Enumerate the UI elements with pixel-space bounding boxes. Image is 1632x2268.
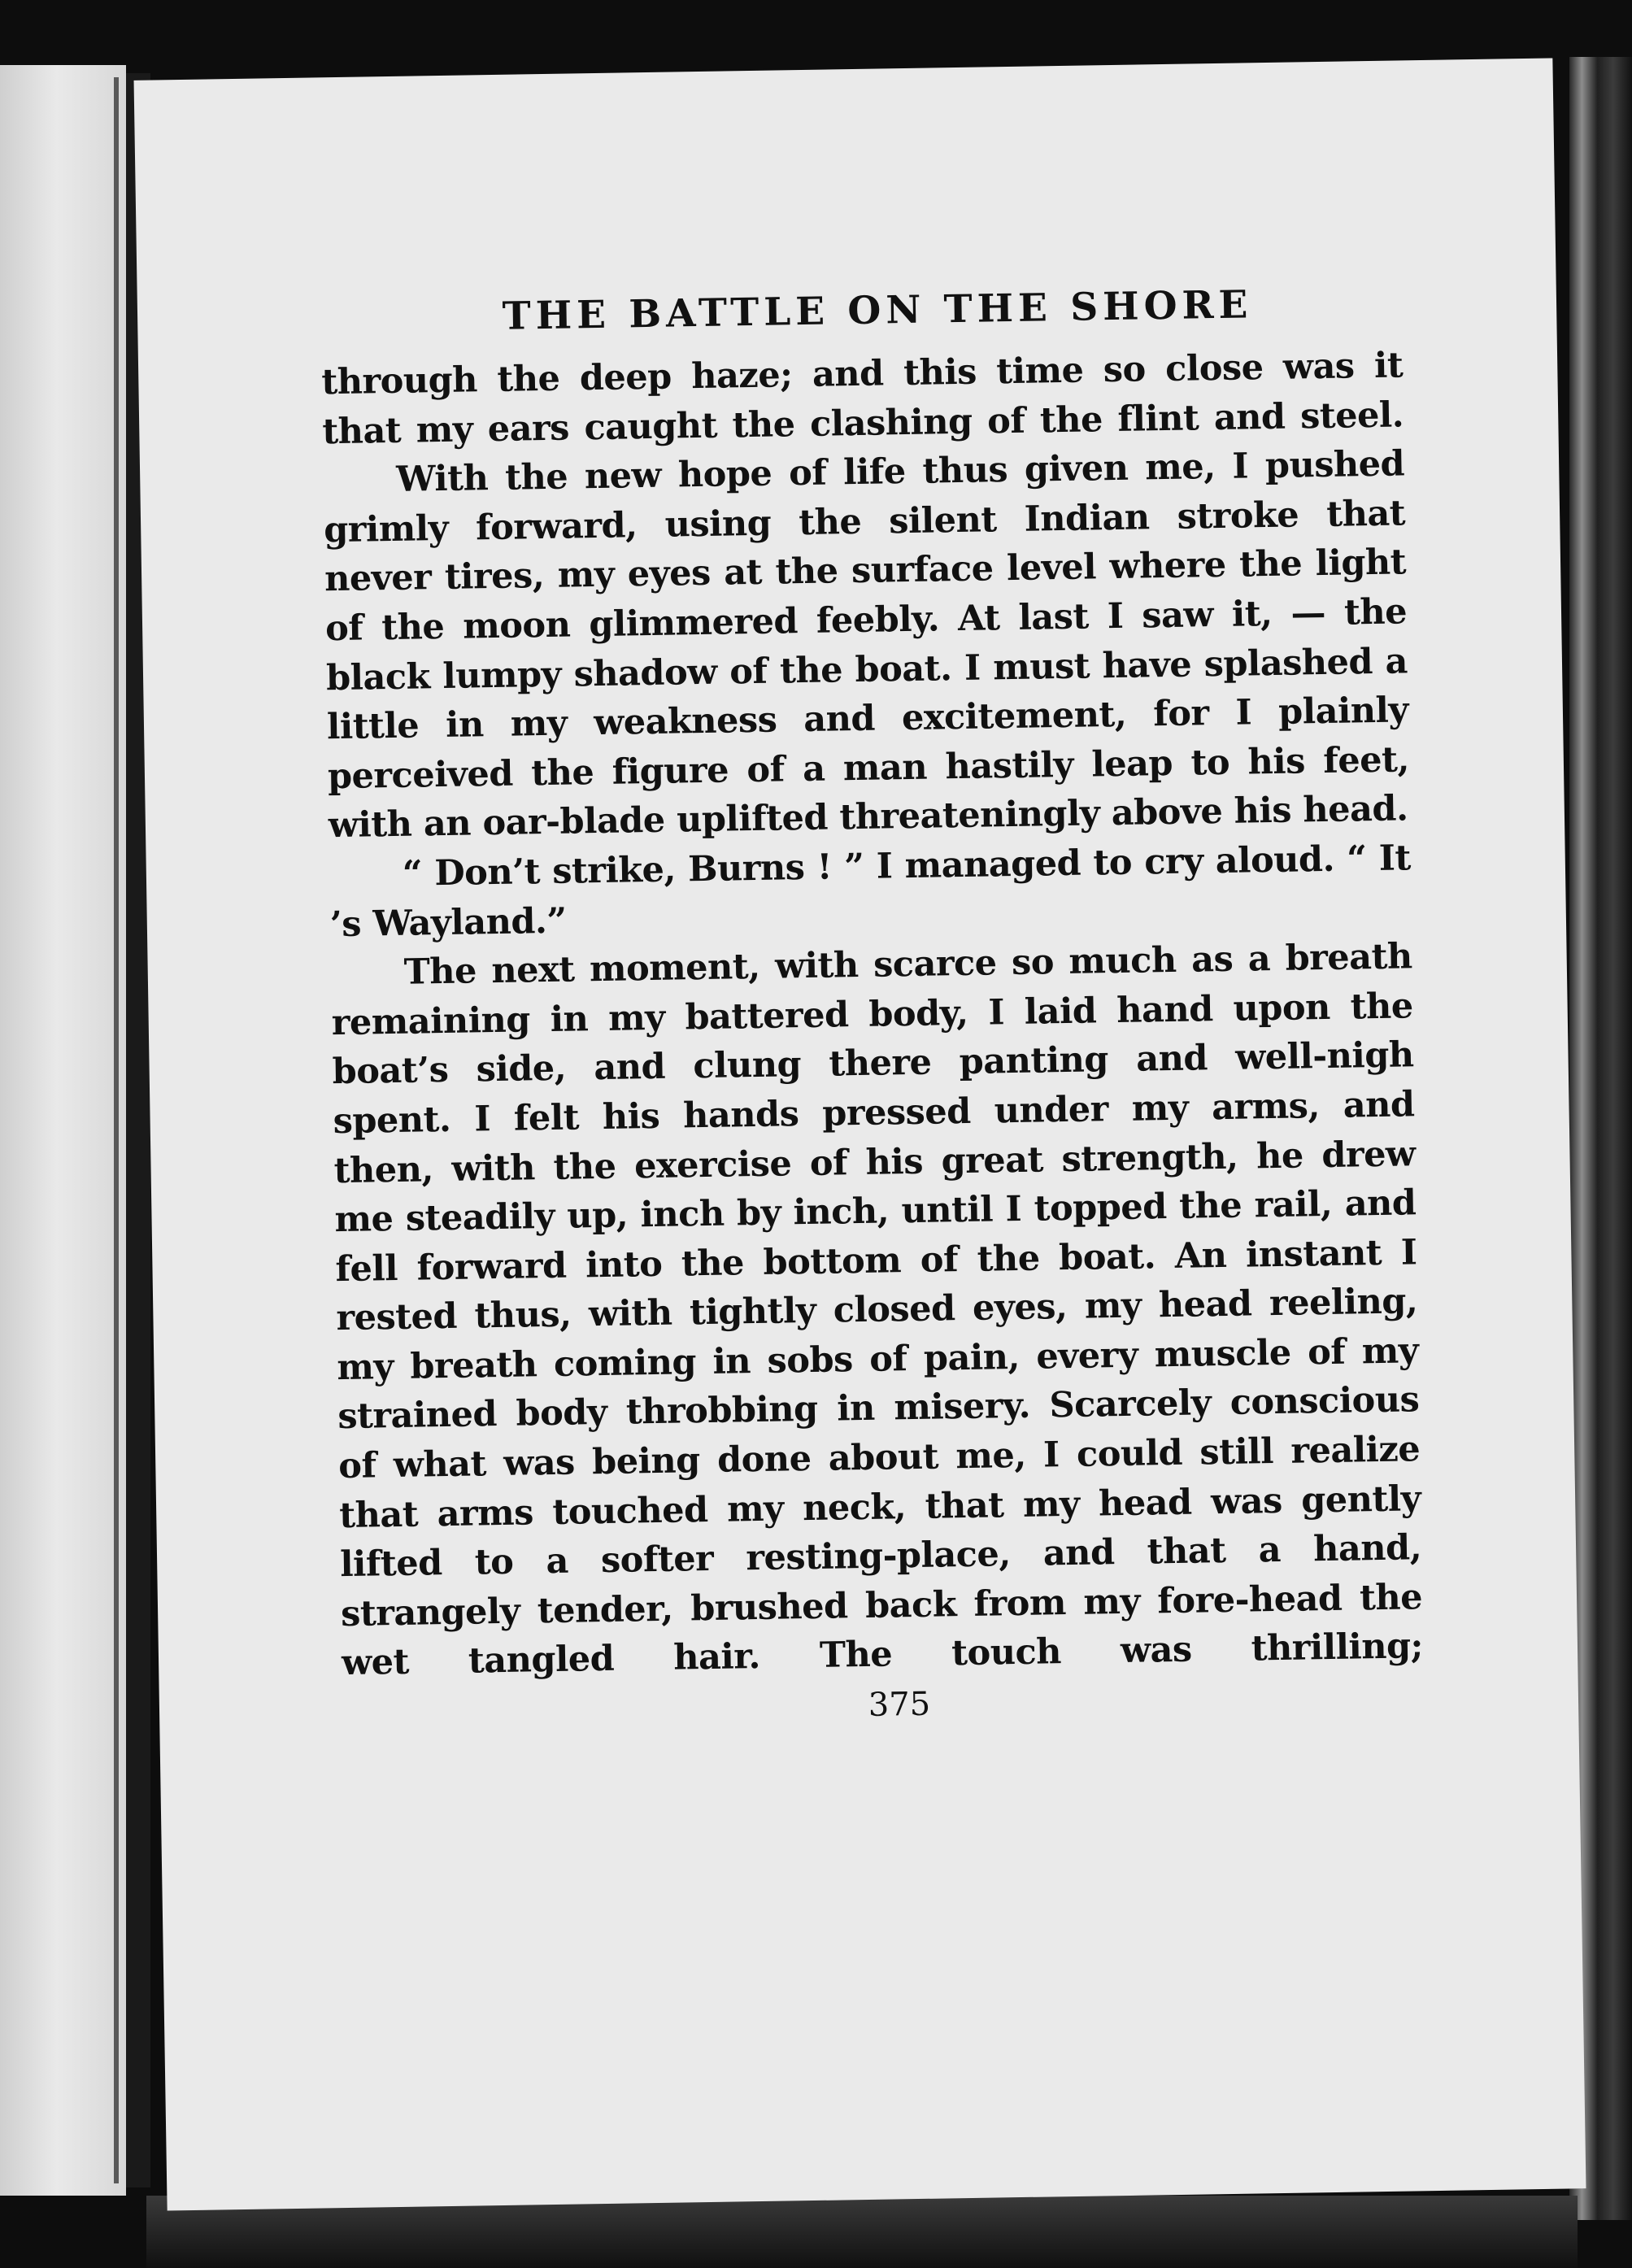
gutter-line [114,77,119,2183]
paragraph-1: through the deep haze; and this time so close was it that my ears caught the clashing of the flint and steel. [321,345,1404,452]
page-content [320,280,1425,1732]
running-head: THE BATTLE ON THE SHORE [502,282,1253,339]
book-page [134,58,1586,2210]
body-text [321,341,1424,1688]
paragraph-2: With the new hope of life thus given me, I pushed grimly forward, using the silent Indian stroke that never tires, my eyes at the surface level where the light of the moon glimmered feebly. At last I saw it, — the black lumpy shadow of the boat. I must have splashed a little in my weakness and excitement, for I plainly perceived the figure of a man hastily leap to his feet, with an oar-blade uplifted threateningly above his head. [323,443,1410,847]
facing-page-edge [0,65,126,2196]
page-number: 375 [868,1685,931,1724]
paragraph-4: The next moment, with scarce so much as a breath remaining in my battered body, I laid hand upon the boat’s side, and clung there panting and well-nigh spent. I felt his hands pressed under my arms, and then, with the exercise of his great strength, he drew me steadily up, inch by inch, until I topped the rail, and fell forward into the bottom of the boat. An instant I rested thus, with tightly closed eyes, my head reeling, my breath coming in sobs of pain, every muscle of my strained body throbbing in misery. Scarcely conscious of what was being done about me, I could still realize that arms touched my neck, that my head was gently lifted to a softer resting-place, and that a hand, strangely tender, brushed back from my fore-head the wet tangled hair. The touch was thrilling; [331,936,1424,1684]
paragraph-3: “ Don’t strike, Burns ! ” I managed to cry aloud. “ It ’s Wayland.” [329,838,1412,945]
